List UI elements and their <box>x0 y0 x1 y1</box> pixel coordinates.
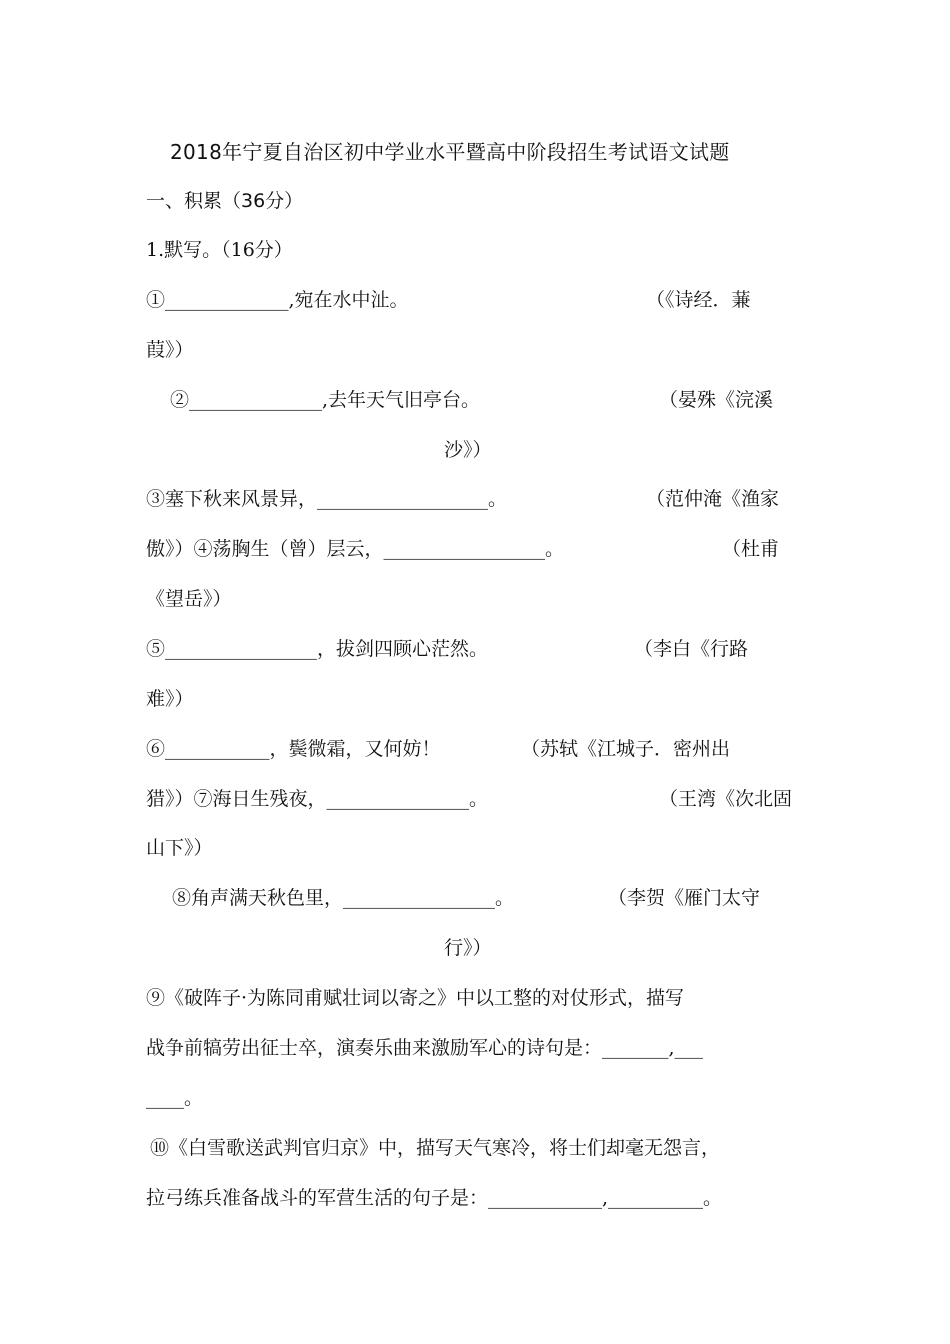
section-heading: 一、积累（36分） <box>146 190 304 212</box>
question-heading: 1.默写。（16分） <box>146 239 293 261</box>
blank-line-8: ⑧角声满天秋色里，________________。 <box>172 887 515 909</box>
blank-line-4: 傲》）④荡胸生（曾）层云，_________________。 <box>146 538 565 560</box>
source-8a: （李贺《雁门太守 <box>608 887 761 909</box>
source-2a: （晏殊《浣溪 <box>659 389 774 411</box>
question-10-line-2: 拉弓练兵准备战斗的军营生活的句子是：____________,__________。 <box>146 1187 723 1209</box>
source-5b: 难》） <box>146 688 194 710</box>
source-1a: （《诗经．蒹 <box>646 289 751 311</box>
question-10-line-1: ⑩《白雪歌送武判官归京》中，描写天气寒冷，将士们却毫无怨言， <box>150 1137 721 1159</box>
source-1b: 葭》） <box>146 339 194 361</box>
blank-line-2: ②______________,去年天气旧亭台。 <box>170 389 481 411</box>
blank-line-7: 猎》）⑦海日生残夜，_______________。 <box>146 788 489 810</box>
blank-line-1: ①_____________,宛在水中沚。 <box>146 289 409 311</box>
question-9-line-3: ____。 <box>146 1087 204 1109</box>
blank-line-6: ⑥___________，鬓微霜，又何妨！ <box>146 738 441 760</box>
source-4a: （杜甫 <box>722 538 780 560</box>
source-5a: （李白《行路 <box>634 638 749 660</box>
source-8b: 行》） <box>444 937 492 959</box>
question-9-line-1: ⑨《破阵子·为陈同甫赋壮词以寄之》中以工整的对仗形式，描写 <box>146 987 685 1009</box>
source-4b: 《望岳》） <box>146 588 232 610</box>
blank-line-5: ⑤________________，拔剑四顾心茫然。 <box>146 638 489 660</box>
source-7a: （王湾《次北固 <box>659 788 793 810</box>
source-2b: 沙》） <box>444 439 492 461</box>
source-6a: （苏轼《江城子．密州出 <box>521 738 731 760</box>
page-title: 2018年宁夏自治区初中学业水平暨高中阶段招生考试语文试题 <box>170 140 730 164</box>
source-7b: 山下》） <box>146 837 213 859</box>
question-9-line-2: 战争前犒劳出征士卒，演奏乐曲来激励军心的诗句是：_______,___ <box>146 1037 704 1059</box>
source-3a: （范仲淹《渔家 <box>646 488 780 510</box>
blank-line-3: ③塞下秋来风景异，__________________。 <box>146 488 508 510</box>
